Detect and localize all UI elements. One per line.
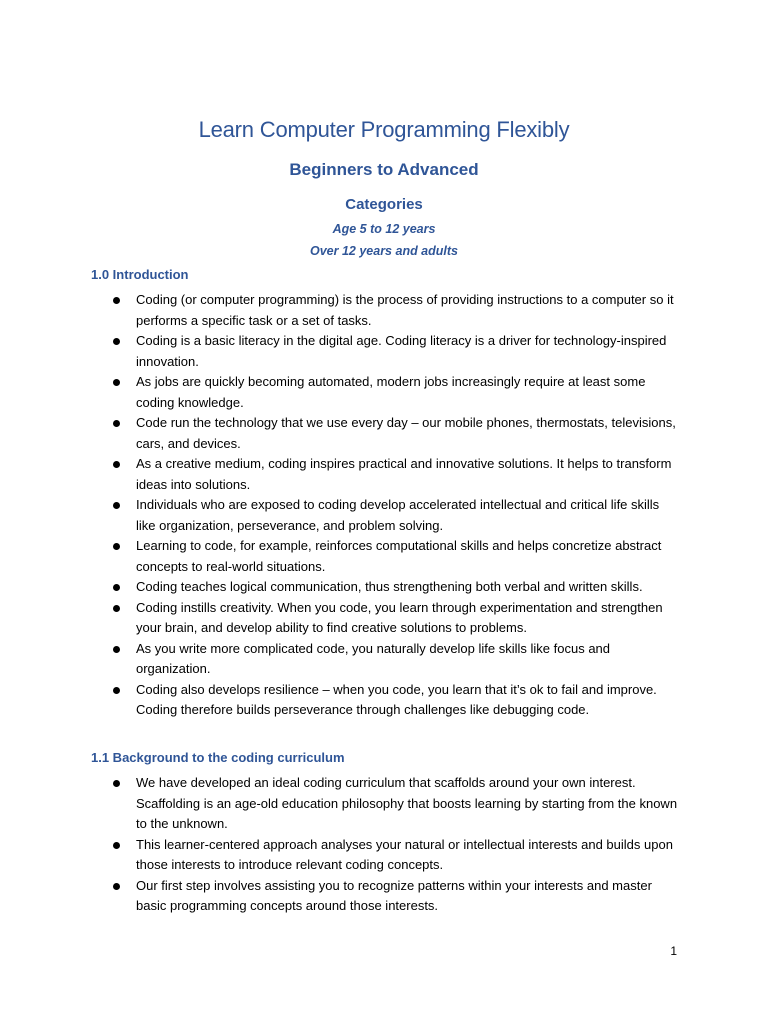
section-heading-introduction: 1.0 Introduction [91, 267, 189, 282]
list-item [0, 598, 768, 639]
list-item-text: Code run the technology that we use every day – our mobile phones, thermostats, televisions, cars, and devices. [136, 415, 676, 451]
bullet-icon [113, 420, 120, 427]
list-item-text: As jobs are quickly becoming automated, modern jobs increasingly require at least some coding knowledge. [136, 374, 646, 410]
category-item: Age 5 to 12 years [332, 222, 436, 236]
list-item [0, 331, 768, 372]
bullet-icon [113, 543, 120, 550]
category-item: Over 12 years and adults [310, 244, 458, 258]
list-item [0, 495, 768, 536]
list-item-text: Learning to code, for example, reinforces computational skills and helps concretize abstract concepts to real-world situations. [136, 538, 662, 574]
list-item [0, 413, 768, 454]
list-item [0, 372, 768, 413]
bullet-icon [113, 461, 120, 468]
list-item-text: We have developed an ideal coding curriculum that scaffolds around your own interest. Scaffolding is an age-old education philosophy that boosts learning by starting from the known to the unknown. [136, 775, 678, 831]
list-item [0, 536, 768, 577]
list-item [0, 290, 768, 331]
list-item-text: Coding instills creativity. When you code, you learn through experimentation and strengthen your brain, and develop ability to find creative solutions to problems. [136, 599, 663, 635]
background-bullet-list [0, 773, 768, 917]
bullet-icon [113, 338, 120, 345]
list-item-text: Coding (or computer programming) is the process of providing instructions to a computer so it performs a specific task or a set of tasks. [136, 292, 674, 328]
bullet-icon [113, 605, 120, 612]
list-item [0, 680, 768, 721]
list-item-text: Our first step involves assisting you to recognize patterns within your interests and master basic programming concepts around those interests. [136, 877, 652, 913]
introduction-bullet-list [0, 290, 768, 721]
list-item-text: This learner-centered approach analyses your natural or intellectual interests and builds upon those interests to introduce relevant coding concepts. [136, 836, 673, 872]
list-item-text: Coding is a basic literacy in the digital age. Coding literacy is a driver for technology-inspired innovation. [136, 333, 667, 369]
list-item-text: Coding teaches logical communication, thus strengthening both verbal and written skills. [136, 579, 643, 594]
bullet-icon [113, 584, 120, 591]
list-item [0, 835, 768, 876]
list-item [0, 773, 768, 835]
list-item [0, 454, 768, 495]
list-item-text: As you write more complicated code, you naturally develop life skills like focus and organization. [136, 640, 611, 676]
bullet-icon [113, 780, 120, 787]
page-number: 1 [670, 944, 677, 958]
bullet-icon [113, 297, 120, 304]
bullet-icon [113, 379, 120, 386]
bullet-icon [113, 646, 120, 653]
list-item-text: Coding also develops resilience – when you code, you learn that it’s ok to fail and improve. Coding therefore builds perseverance through challenges like debugging code. [136, 681, 657, 717]
list-item [0, 639, 768, 680]
bullet-icon [113, 842, 120, 849]
list-item [0, 577, 768, 598]
document-subtitle: Beginners to Advanced [289, 160, 479, 179]
document-title: Learn Computer Programming Flexibly [198, 117, 570, 142]
bullet-icon [113, 883, 120, 890]
list-item [0, 876, 768, 917]
categories-heading: Categories [345, 196, 423, 213]
section-heading-background: 1.1 Background to the coding curriculum [91, 750, 345, 765]
list-item-text: Individuals who are exposed to coding develop accelerated intellectual and critical life skills like organization, perseverance, and problem solving. [136, 497, 660, 533]
bullet-icon [113, 687, 120, 694]
bullet-icon [113, 502, 120, 509]
list-item-text: As a creative medium, coding inspires practical and innovative solutions. It helps to transform ideas into solutions. [136, 456, 672, 492]
